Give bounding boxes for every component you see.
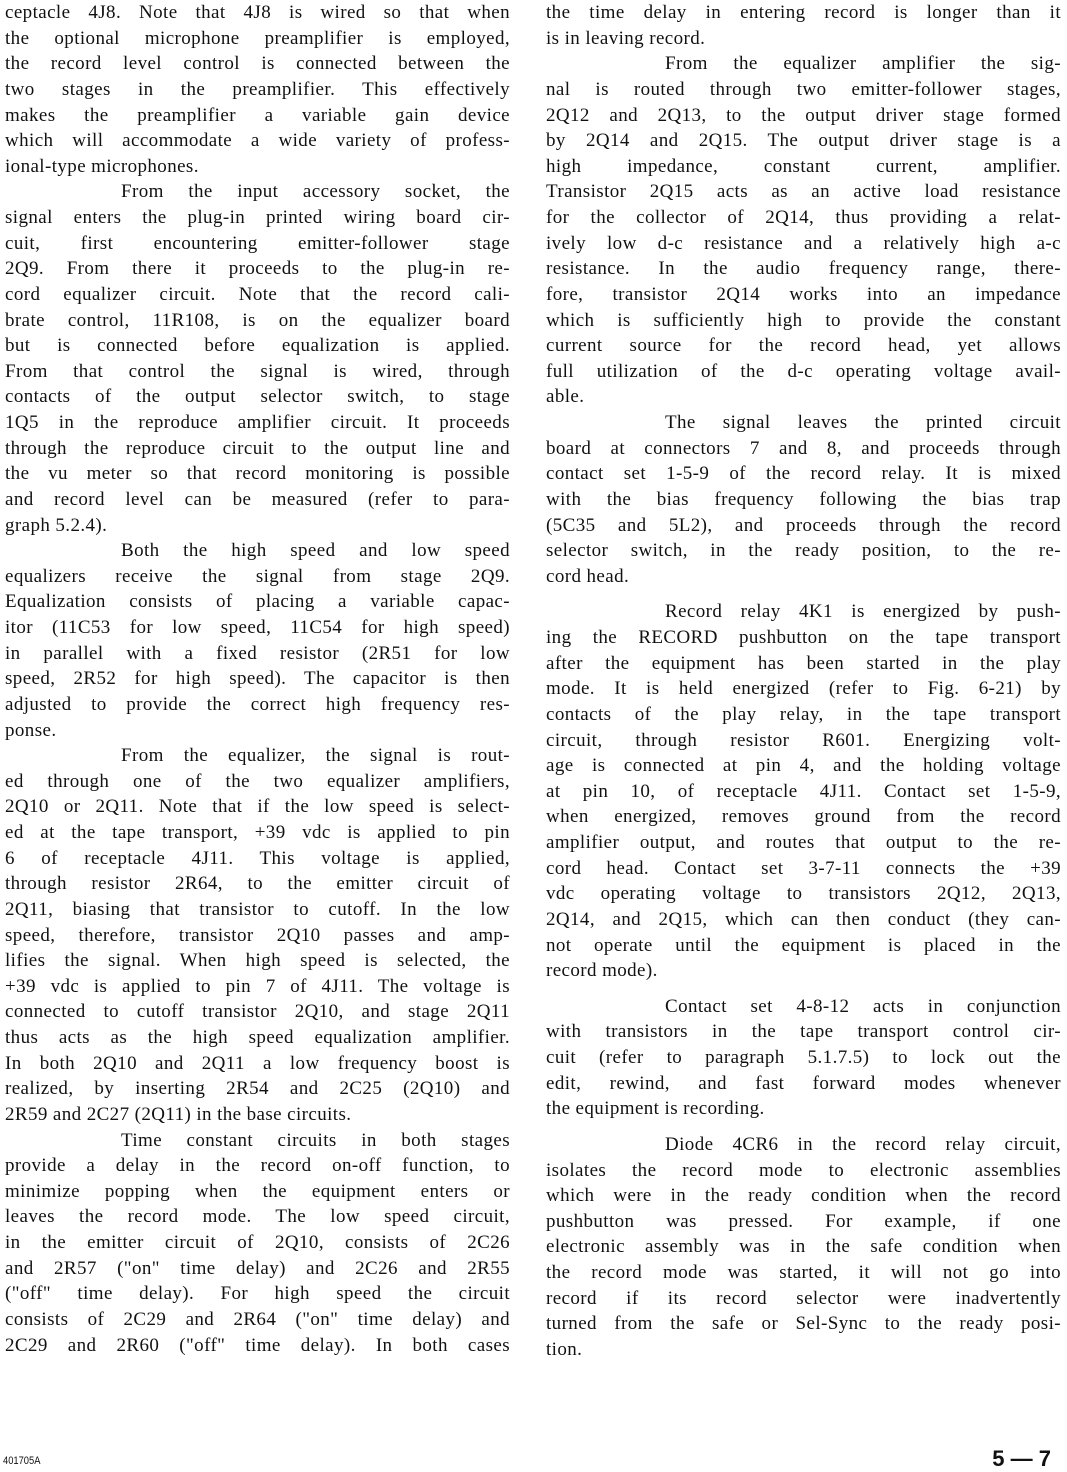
text-line: 2C29 and 2R60 ("off" time delay). In both cases — [5, 1334, 510, 1356]
text-line: From that control the signal is wired, through — [5, 360, 510, 382]
text-line: vdc operating voltage to transistors 2Q12, 2Q13, — [546, 883, 1061, 905]
text-line: 2Q12 and 2Q13, to the output driver stage formed — [546, 104, 1061, 126]
paragraph — [546, 0, 1061, 51]
text-line: ed at the tape transport, +39 vdc is applied to pin — [5, 822, 510, 843]
paragraph — [546, 1132, 1061, 1363]
text-line: itor (11C53 for low speed, 11C54 for high speed) — [5, 617, 510, 638]
text-line: the record level control is connected between the — [5, 53, 510, 75]
text-line: cord head. — [546, 565, 630, 587]
text-line: contacts of the play relay, in the tape transport — [546, 703, 1061, 725]
paragraph — [5, 743, 510, 1127]
text-line: isolates the record mode to electronic assemblies — [546, 1159, 1061, 1181]
right-column — [546, 0, 1061, 1363]
text-line: speed, 2R52 for high speed). The capacitor is then — [5, 668, 510, 690]
text-line: not operate until the equipment is placed in the — [546, 934, 1061, 956]
text-line: the time delay in entering record is longer than it — [546, 2, 1061, 23]
text-line: cord equalizer circuit. Note that the record cali- — [5, 283, 510, 305]
text-line: The signal leaves the printed circuit — [665, 412, 1061, 433]
text-line: contact set 1-5-9 of the record relay. It is mixed — [546, 463, 1061, 485]
text-line: ceptacle 4J8. Note that 4J8 is wired so that when — [5, 2, 510, 23]
text-line: the equipment is recording. — [546, 1098, 765, 1120]
text-line: which will accommodate a wide variety of profess- — [5, 130, 510, 152]
text-line: edit, rewind, and fast forward modes whenever — [546, 1072, 1061, 1094]
text-line: Contact set 4-8-12 acts in conjunction — [665, 995, 1061, 1017]
text-line: Transistor 2Q15 acts as an active load resistance — [546, 181, 1061, 203]
paragraph — [5, 0, 510, 179]
paragraph — [5, 179, 510, 538]
text-line: tion. — [546, 1338, 583, 1360]
text-line: Record relay 4K1 is energized by push- — [665, 601, 1061, 623]
text-line: provide a delay in the record on-off function, to — [5, 1155, 510, 1177]
text-line: connected to cutoff transistor 2Q10, and stage 2Q11 — [5, 1001, 510, 1023]
text-line: through the reproduce circuit to the output line and — [5, 437, 510, 459]
text-line: makes the preamplifier a variable gain device — [5, 104, 510, 126]
text-line: current source for the record head, yet allows — [546, 335, 1061, 357]
text-line: 2Q14, and 2Q15, which can then conduct (they can- — [546, 908, 1061, 930]
text-line: which is sufficiently high to provide the constant — [546, 309, 1061, 331]
text-line: contacts of the output selector switch, to stage — [5, 386, 510, 408]
text-line: leaves the record mode. The low speed circuit, — [5, 1206, 510, 1228]
text-line: and record level can be measured (refer to para- — [5, 488, 510, 510]
text-line: equalizers receive the signal from stage 2Q9. — [5, 565, 510, 587]
text-line: but is connected before equalization is applied. — [5, 335, 510, 357]
text-line: at pin 10, of receptacle 4J11. Contact set 1-5-9, — [546, 780, 1061, 802]
text-line: In both 2Q10 and 2Q11 a low frequency boost is — [5, 1052, 510, 1074]
paragraph — [546, 410, 1061, 589]
text-line: 2Q11, biasing that transistor to cutoff. In the low — [5, 898, 510, 920]
text-line: after the equipment has been started in the play — [546, 652, 1061, 674]
text-line: and 2R57 ("on" time delay) and 2C26 and 2R55 — [5, 1257, 510, 1279]
text-line: for the collector of 2Q14, thus providing a relat- — [546, 207, 1061, 228]
text-line: cord head. Contact set 3-7-11 connects the +39 — [546, 857, 1061, 879]
text-line: ("off" time delay). For high speed the circuit — [5, 1283, 510, 1305]
paragraph — [546, 599, 1061, 983]
text-line: nal is routed through two emitter-follower stages, — [546, 78, 1061, 100]
text-line: ively low d-c resistance and a relatively high a-c — [546, 232, 1061, 254]
text-line: Diode 4CR6 in the record relay circuit, — [665, 1133, 1061, 1155]
text-line: record if its record selector were inadvertently — [546, 1287, 1061, 1309]
paragraph — [5, 538, 510, 743]
text-line: fore, transistor 2Q14 works into an impedance — [546, 283, 1061, 305]
text-line: the record mode was started, it will not go into — [546, 1262, 1061, 1283]
text-line: 2Q9. From there it proceeds to the plug-in re- — [5, 258, 510, 280]
text-line: by 2Q14 and 2Q15. The output driver stage is a — [546, 130, 1061, 152]
text-line: which were in the ready condition when the record — [546, 1185, 1061, 1207]
text-line: 2R59 and 2C27 (2Q11) in the base circuits. — [5, 1103, 352, 1125]
text-line: with the bias frequency following the bias trap — [546, 488, 1061, 510]
left-column — [5, 0, 510, 1358]
text-line: graph 5.2.4). — [5, 514, 108, 536]
text-line: From the equalizer, the signal is rout- — [121, 745, 510, 767]
text-line: ional-type microphones. — [5, 155, 199, 177]
text-line: consists of 2C29 and 2R64 ("on" time delay) and — [5, 1308, 510, 1330]
text-line: record mode). — [546, 960, 658, 982]
text-line: 2Q10 or 2Q11. Note that if the low speed is select- — [5, 796, 510, 818]
text-line: mode. It is held energized (refer to Fig. 6-21) by — [546, 678, 1061, 700]
text-line: signal enters the plug-in printed wiring board cir- — [5, 207, 510, 228]
text-line: pushbutton was pressed. For example, if one — [546, 1210, 1061, 1232]
page-number: 5 — 7 — [992, 1446, 1051, 1471]
text-line: cuit (refer to paragraph 5.1.7.5) to lock out the — [546, 1047, 1061, 1068]
text-line: Time constant circuits in both stages — [121, 1129, 510, 1151]
text-line: amplifier output, and routes that output to the re- — [546, 832, 1061, 853]
text-line: two stages in the preamplifier. This effectively — [5, 78, 510, 100]
text-line: ed through one of the two equalizer amplifiers, — [5, 770, 510, 792]
text-line: full utilization of the d-c operating voltage avail- — [546, 360, 1061, 382]
text-line: ing the RECORD pushbutton on the tape transport — [546, 627, 1061, 648]
text-line: the optional microphone preamplifier is employed, — [5, 27, 510, 49]
text-line: with transistors in the tape transport control cir- — [546, 1021, 1061, 1043]
text-line: 6 of receptacle 4J11. This voltage is applied, — [5, 847, 510, 869]
text-line: +39 vdc is applied to pin 7 of 4J11. The voltage is — [5, 975, 510, 997]
text-line: age is connected at pin 4, and the holding voltage — [546, 755, 1061, 777]
text-line: circuit, through resistor R601. Energizing volt- — [546, 729, 1061, 751]
text-line: through resistor 2R64, to the emitter circuit of — [5, 873, 510, 895]
text-line: electronic assembly was in the safe condition when — [546, 1236, 1061, 1258]
text-line: Both the high speed and low speed — [121, 540, 510, 562]
text-line: adjusted to provide the correct high frequency res- — [5, 693, 510, 715]
text-line: realized, by inserting 2R54 and 2C25 (2Q10) and — [5, 1078, 510, 1100]
document-id: 401705A — [3, 1455, 41, 1467]
text-line: is in leaving record. — [546, 27, 706, 49]
text-line: high impedance, constant current, amplifier. — [546, 155, 1061, 177]
paragraph — [546, 994, 1061, 1122]
text-line: cuit, first encountering emitter-follower stage — [5, 232, 510, 254]
text-line: the vu meter so that record monitoring is possible — [5, 463, 510, 485]
text-line: Equalization consists of placing a variable capac- — [5, 591, 510, 613]
text-line: thus acts as the high speed equalization amplifier. — [5, 1027, 510, 1048]
text-line: speed, therefore, transistor 2Q10 passes and amp- — [5, 924, 510, 946]
paragraph — [546, 51, 1061, 410]
paragraph — [5, 1128, 510, 1359]
text-line: in parallel with a fixed resistor (2R51 for low — [5, 642, 510, 664]
text-line: in the emitter circuit of 2Q10, consists of 2C26 — [5, 1232, 510, 1253]
text-line: lifies the signal. When high speed is selected, the — [5, 950, 510, 972]
text-line: brate control, 11R108, is on the equalizer board — [5, 309, 510, 331]
text-line: able. — [546, 386, 585, 408]
text-line: when energized, removes ground from the record — [546, 806, 1061, 828]
text-line: 1Q5 in the reproduce amplifier circuit. It proceeds — [5, 412, 510, 433]
text-line: resistance. In the audio frequency range, there- — [546, 258, 1061, 280]
text-line: minimize popping when the equipment enters or — [5, 1180, 510, 1202]
text-line: board at connectors 7 and 8, and proceeds through — [546, 437, 1061, 459]
text-line: From the input accessory socket, the — [121, 181, 510, 203]
text-line: selector switch, in the ready position, to the re- — [546, 540, 1061, 562]
text-line: From the equalizer amplifier the sig- — [665, 53, 1061, 75]
text-line: turned from the safe or Sel-Sync to the ready posi- — [546, 1313, 1061, 1335]
text-line: (5C35 and 5L2), and proceeds through the record — [546, 514, 1061, 536]
text-line: ponse. — [5, 719, 57, 741]
